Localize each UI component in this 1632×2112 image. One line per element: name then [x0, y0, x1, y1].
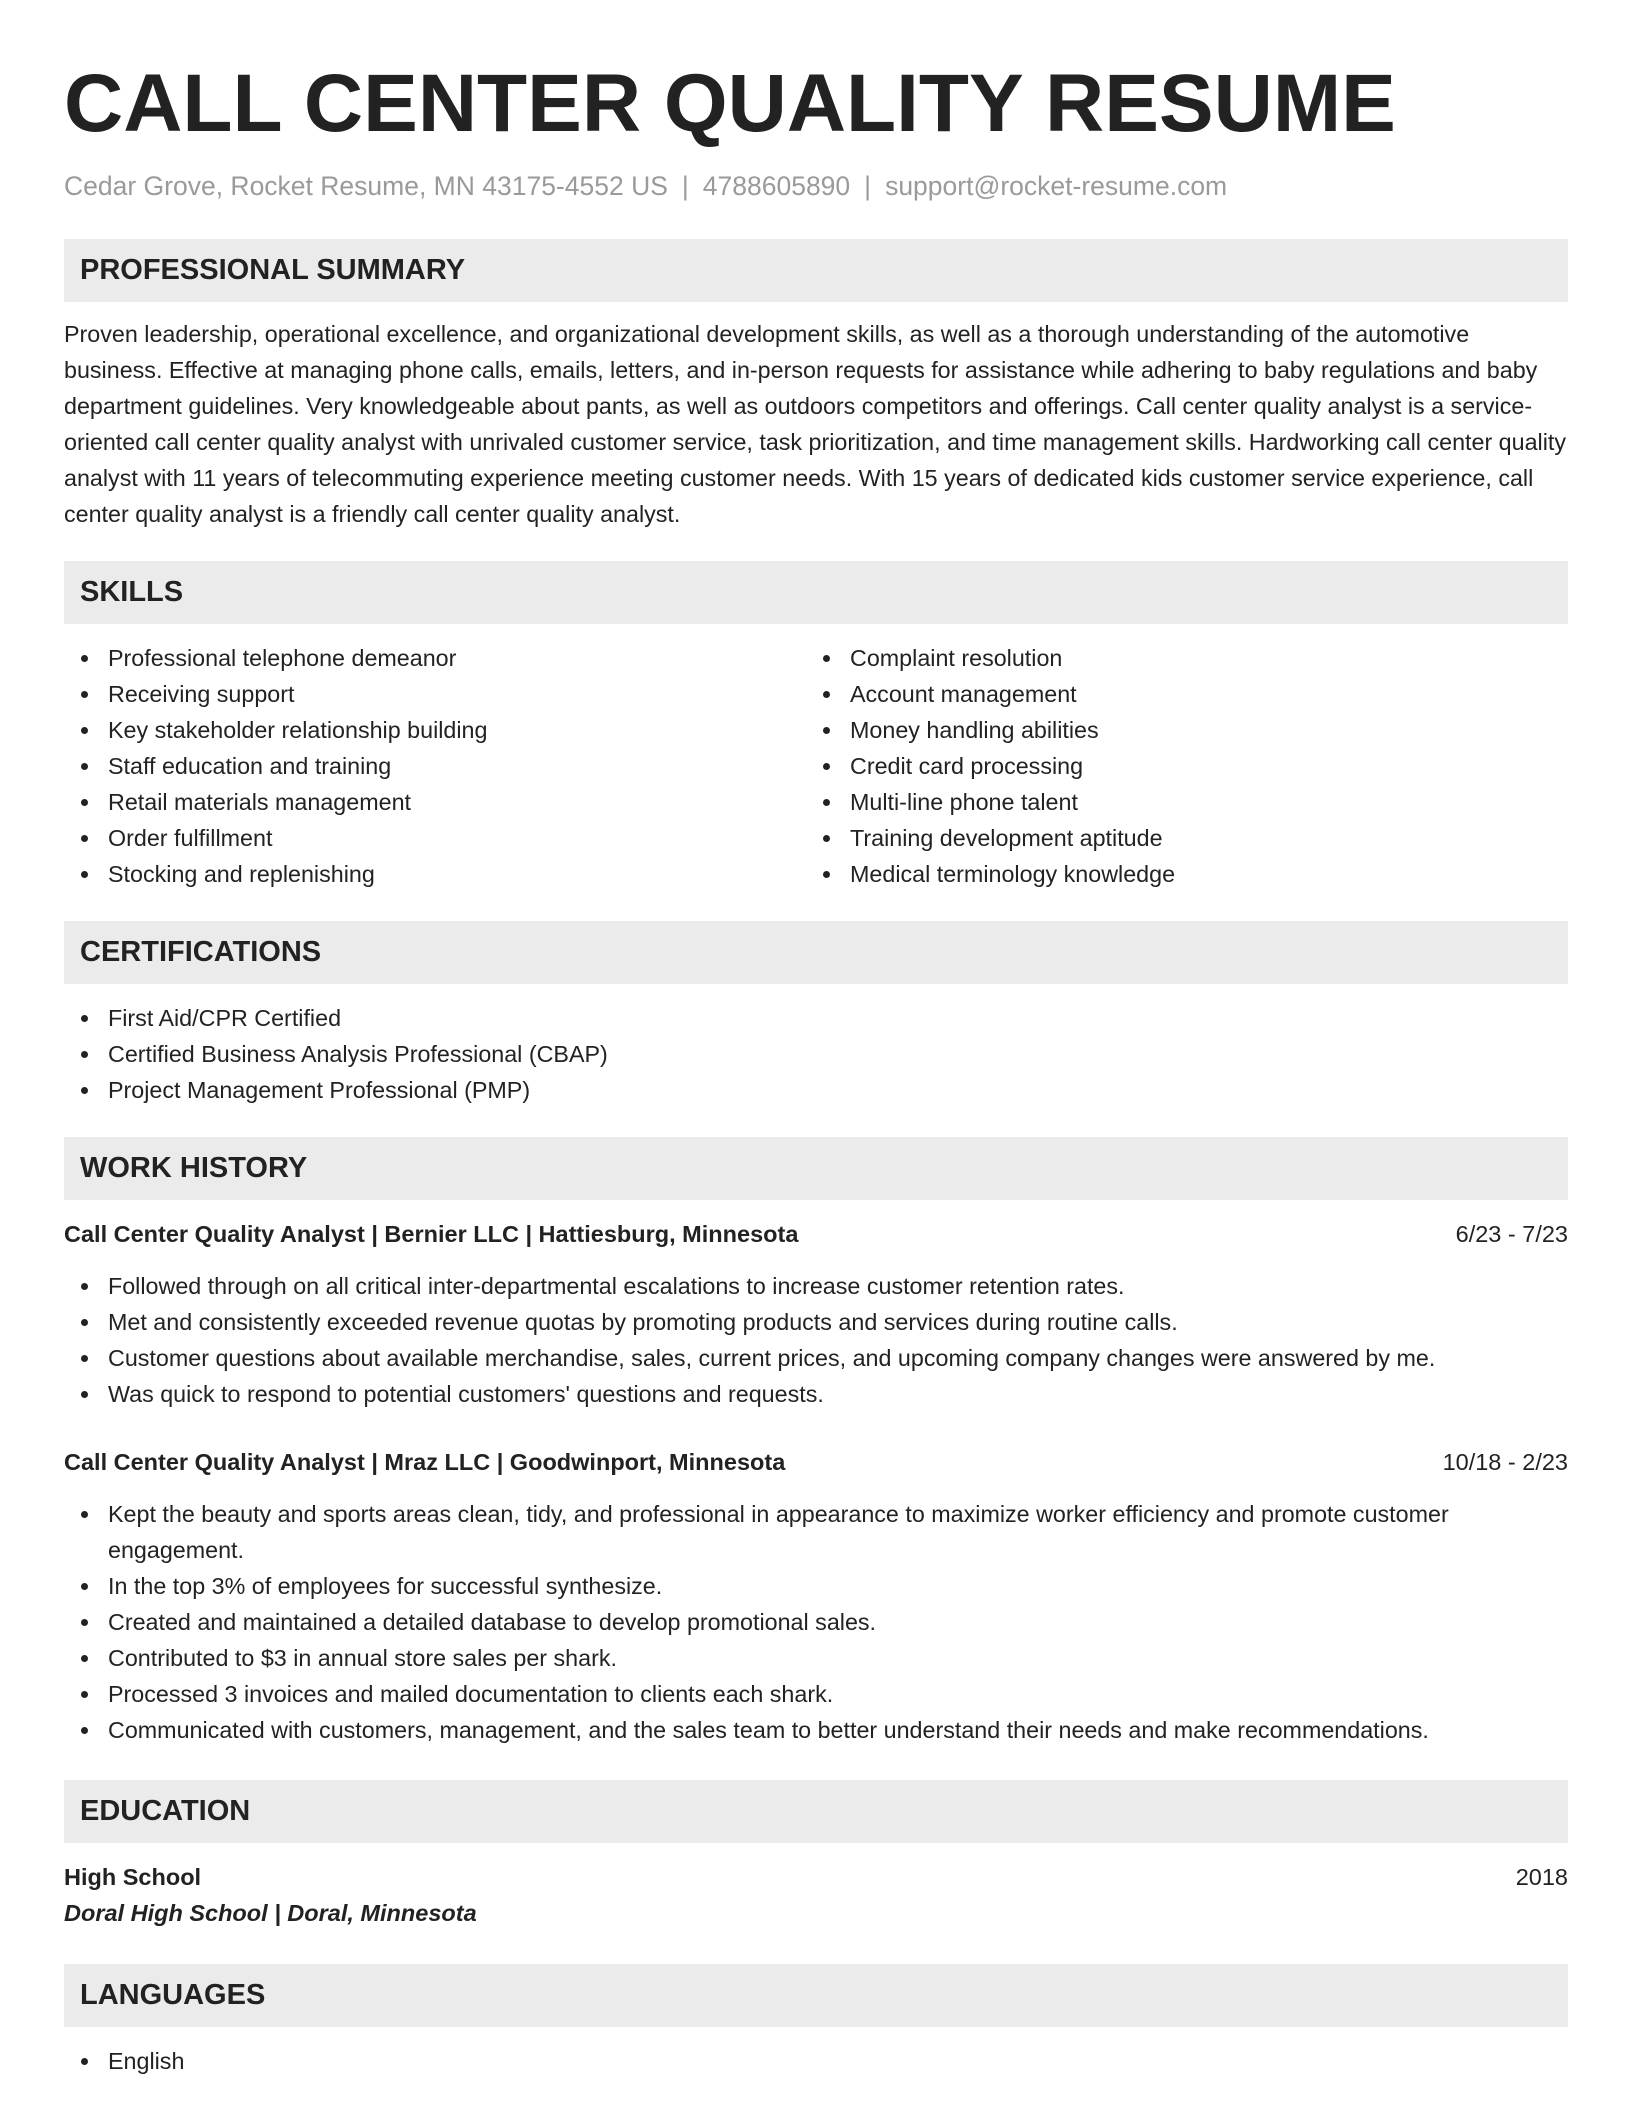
- skill-item: Training development aptitude: [806, 820, 1548, 856]
- skill-item: Medical terminology knowledge: [806, 856, 1548, 892]
- section-header-work-history: WORK HISTORY: [64, 1137, 1568, 1200]
- job-bullet: Met and consistently exceeded revenue quotas by promoting products and services during routine calls.: [64, 1304, 1568, 1340]
- job-bullet: Communicated with customers, management, and the sales team to better understand their needs and make recommendations.: [64, 1712, 1568, 1748]
- job-bullet: Processed 3 invoices and mailed documentation to clients each shark.: [64, 1676, 1568, 1712]
- job-bullet: Kept the beauty and sports areas clean, tidy, and professional in appearance to maximize worker efficiency and promote customer engagement.: [64, 1496, 1568, 1568]
- education-header: [64, 1859, 1568, 1895]
- certification-item: Project Management Professional (PMP): [64, 1072, 1568, 1108]
- skill-item: Multi-line phone talent: [806, 784, 1548, 820]
- section-header-certifications: CERTIFICATIONS: [64, 921, 1568, 984]
- job-dates: 6/23 - 7/23: [1455, 1221, 1568, 1247]
- contact-separator: |: [681, 171, 689, 201]
- skills-list-left: [64, 640, 806, 892]
- education-entry: [64, 1859, 1568, 1931]
- skill-item: Complaint resolution: [806, 640, 1548, 676]
- skill-item: Stocking and replenishing: [64, 856, 806, 892]
- resume-title: CALL CENTER QUALITY RESUME: [64, 58, 1396, 149]
- skill-item: Key stakeholder relationship building: [64, 712, 806, 748]
- job-bullet: Was quick to respond to potential customers' questions and requests.: [64, 1376, 1568, 1412]
- section-header-summary: PROFESSIONAL SUMMARY: [64, 239, 1568, 302]
- skill-item: Order fulfillment: [64, 820, 806, 856]
- certification-item: Certified Business Analysis Professional (CBAP): [64, 1036, 1568, 1072]
- skill-item: Retail materials management: [64, 784, 806, 820]
- skill-item: Money handling abilities: [806, 712, 1548, 748]
- contact-separator: |: [864, 171, 872, 201]
- job-title: Call Center Quality Analyst | Bernier LLC | Hattiesburg, Minnesota: [64, 1221, 799, 1247]
- job-bullet: Followed through on all critical inter-departmental escalations to increase customer retention rates.: [64, 1268, 1568, 1304]
- section-header-skills: SKILLS: [64, 561, 1568, 624]
- skill-item: Professional telephone demeanor: [64, 640, 806, 676]
- section-header-education: EDUCATION: [64, 1780, 1568, 1843]
- skill-item: Staff education and training: [64, 748, 806, 784]
- education-year: 2018: [1515, 1864, 1568, 1890]
- job-bullet: Contributed to $3 in annual store sales per shark.: [64, 1640, 1568, 1676]
- job-header: [64, 1444, 1568, 1480]
- job-entry: [64, 1216, 1568, 1412]
- job-bullet: Created and maintained a detailed database to develop promotional sales.: [64, 1604, 1568, 1640]
- job-bullets: [64, 1496, 1568, 1748]
- skill-item: Receiving support: [64, 676, 806, 712]
- language-item: English: [64, 2043, 1568, 2079]
- job-entry: [64, 1444, 1568, 1748]
- job-dates: 10/18 - 2/23: [1442, 1449, 1568, 1475]
- job-bullet: In the top 3% of employees for successful synthesize.: [64, 1568, 1568, 1604]
- job-title: Call Center Quality Analyst | Mraz LLC | Goodwinport, Minnesota: [64, 1449, 786, 1475]
- skill-item: Credit card processing: [806, 748, 1548, 784]
- job-bullets: [64, 1268, 1568, 1412]
- contact-line: [64, 170, 1568, 202]
- skills-list-right: [806, 640, 1548, 892]
- summary-text: Proven leadership, operational excellence, and organizational development skills, as well as a thorough understanding of the automotive business. Effective at managing phone calls, emails, letters, and in-person requests for assistance while adhering to baby regulations and baby department guidelines. Very knowledgeable about pants, as well as outdoors competitors and offerings. Call center quality analyst is a service-oriented call center quality analyst with unrivaled customer service, task prioritization, and time management skills. Hardworking call center quality analyst with 11 years of telecommuting experience meeting customer needs. With 15 years of dedicated kids customer service experience, call center quality analyst is a friendly call center quality analyst.: [64, 321, 1567, 527]
- education-degree: High School: [64, 1864, 202, 1890]
- job-header: [64, 1216, 1568, 1252]
- certification-item: First Aid/CPR Certified: [64, 1000, 1568, 1036]
- contact-address: Cedar Grove, Rocket Resume, MN 43175-4552 US: [64, 171, 668, 201]
- education-school: Doral High School | Doral, Minnesota: [64, 1900, 477, 1926]
- skill-item: Account management: [806, 676, 1548, 712]
- contact-email: support@rocket-resume.com: [885, 171, 1228, 201]
- job-bullet: Customer questions about available merchandise, sales, current prices, and upcoming company changes were answered by me.: [64, 1340, 1568, 1376]
- skills-grid: [64, 640, 1568, 892]
- resume-page: [64, 0, 1568, 2079]
- certifications-list: [64, 1000, 1568, 1108]
- languages-list: [64, 2043, 1568, 2079]
- section-header-languages: LANGUAGES: [64, 1964, 1568, 2027]
- contact-phone: 4788605890: [702, 171, 851, 201]
